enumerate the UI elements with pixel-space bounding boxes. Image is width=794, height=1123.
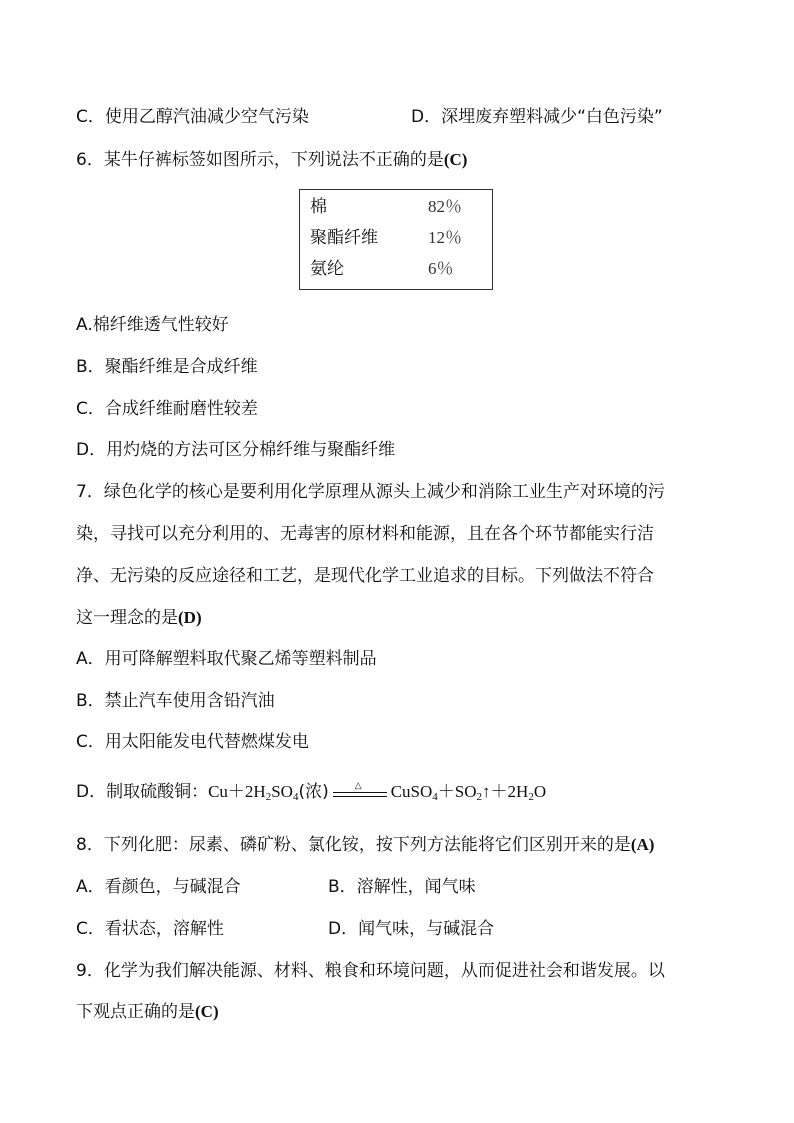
q8-stem — [76, 833, 654, 857]
q7-option-d-prefix: D．制取硫酸铜： — [76, 782, 209, 802]
q7-stem-line-4 — [76, 606, 202, 630]
label-row-spandex-name: 氨纶 — [310, 259, 344, 279]
eq-sub-2: 4 — [292, 791, 299, 803]
q9-stem-text: 下观点正确的是 — [76, 1002, 195, 1022]
q6-option-c: C．合成纤维耐磨性较差 — [76, 399, 258, 419]
q7-stem-line-3: 净、无污染的反应途径和工艺，是现代化学工业追求的目标。下列做法不符合 — [76, 566, 654, 586]
label-row-cotton-name: 棉 — [310, 197, 327, 217]
reaction-condition — [333, 782, 387, 802]
q7-option-b: B．禁止汽车使用含铅汽油 — [76, 691, 275, 711]
q7-option-a: A．用可降解塑料取代聚乙烯等塑料制品 — [76, 649, 377, 669]
eq-right — [391, 782, 546, 801]
label-row-polyester-name: 聚酯纤维 — [310, 228, 378, 248]
q5-option-c: C．使用乙醇汽油减少空气污染 — [76, 107, 309, 127]
heat-symbol: △ — [354, 780, 362, 790]
q6-option-b: B．聚酯纤维是合成纤维 — [76, 357, 258, 377]
eq-sub-4: 2 — [476, 791, 483, 803]
q9-answer: (C) — [195, 1002, 219, 1021]
jeans-label-table — [299, 189, 493, 290]
eq-sub-5: 2 — [528, 791, 534, 803]
q9-stem-line-1: 9．化学为我们解决能源、材料、粮食和环境问题，从而促进社会和谐发展。以 — [76, 961, 665, 981]
q5-option-d: D．深埋废弃塑料减少“白色污染” — [411, 107, 663, 127]
q8-option-d: D．闻气味，与碱混合 — [328, 919, 495, 939]
q8-option-b: B．溶解性，闻气味 — [328, 877, 476, 897]
q7-option-d — [76, 780, 546, 809]
eq-sub-1: 2 — [265, 791, 272, 803]
q8-answer: (A) — [630, 835, 655, 854]
q6-option-a: A.棉纤维透气性较好 — [76, 315, 229, 335]
q9-stem-line-2 — [76, 1000, 219, 1024]
q6-answer: (C) — [443, 150, 468, 169]
q8-stem-text: 8．下列化肥：尿素、磷矿粉、氯化铵，按下列方法能将它们区别开来的是 — [76, 835, 631, 855]
eq-right-2: ＋SO — [437, 782, 477, 801]
q7-answer: (D) — [178, 608, 202, 627]
q7-stem-text: 这一理念的是 — [76, 608, 178, 628]
q8-option-c: C．看状态，溶解性 — [76, 919, 224, 939]
eq-right-3: ↑＋2H — [482, 782, 529, 801]
q7-stem-line-1: 7．绿色化学的核心是要利用化学原理从源头上减少和消除工业生产对环境的污 — [76, 482, 665, 502]
eq-sub-3: 4 — [432, 791, 438, 803]
chemical-equation — [208, 782, 298, 801]
q6-stem — [76, 148, 467, 172]
eq-right-1: CuSO — [390, 782, 433, 801]
q6-stem-text: 6．某牛仔裤标签如图所示，下列说法不正确的是 — [76, 150, 444, 170]
eq-so4: SO — [271, 782, 293, 801]
eq-right-4: O — [533, 782, 547, 801]
label-row-polyester-value: 12％ — [428, 228, 462, 247]
label-row-spandex-value: 6％ — [428, 259, 454, 278]
q6-option-d: D．用灼烧的方法可区分棉纤维与聚酯纤维 — [76, 440, 396, 460]
q8-option-a: A．看颜色，与碱混合 — [76, 877, 241, 897]
eq-concentrated: (浓) — [298, 782, 329, 802]
q7-option-c: C．用太阳能发电代替燃煤发电 — [76, 732, 309, 752]
q7-stem-line-2: 染，寻找可以充分利用的、无毒害的原材料和能源，且在各个环节都能实行洁 — [76, 524, 654, 544]
eq-left: Cu＋2H — [208, 782, 266, 801]
label-row-cotton-value: 82％ — [428, 197, 462, 216]
